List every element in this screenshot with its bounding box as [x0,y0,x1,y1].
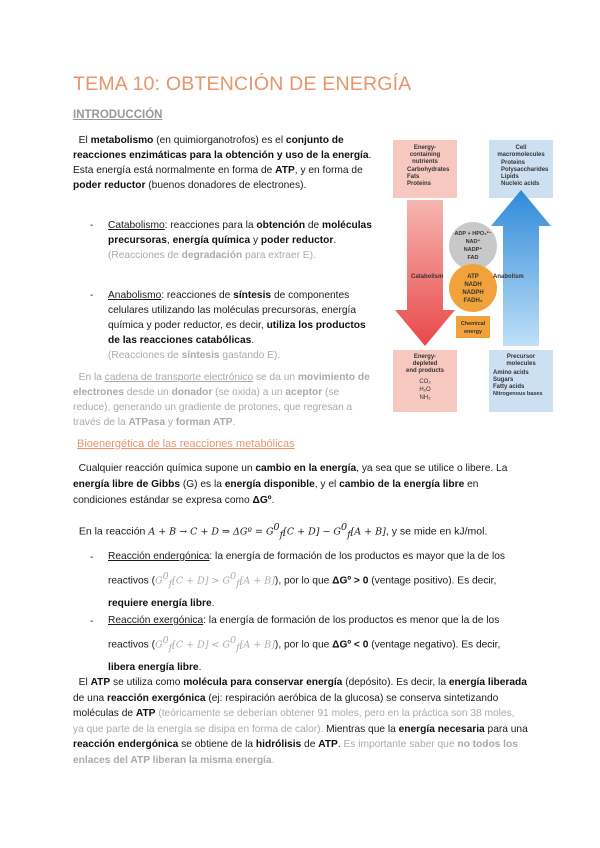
equation-gibbs: En la reacción A + B → C + D ⇒ ΔGº = $G^0_f[C + D] - G^0_f[A + B]$, y se mide en kJ/mol. [78,522,488,541]
paragraph-cadena-transporte: En la cadena de transporte electrónico se da un movimiento de electrones desde un donador (se oxida) a un aceptor (se reduce), generando un gradiente de protones, que regresan a través de la ATPasa y forman ATP. [73,372,370,428]
fig-text: Nitrogenous bases [493,391,543,397]
section-heading-introduccion: INTRODUCCIÓN [73,109,163,121]
fig-text: energy [463,329,483,335]
fig-text: Carbohydrates [407,167,450,173]
bullet-dash: - [90,616,94,627]
fig-text: Catabolism [411,274,444,280]
fig-text: NADP⁺ [463,247,483,253]
fig-text: Sugars [493,377,514,383]
paragraph-metabolismo: El metabolismo (en quimiorganotrofos) es el conjunto de reacciones enzimáticas para la obtención y uso de la energía. Esta energía está normalmente en forma de ATP, y en forma de poder reductor (buenos donadores de electrones). [73,135,372,191]
fig-text: Energy- [413,354,437,360]
fig-text: H₂O [419,387,431,393]
fig-text: molecules [506,361,536,367]
fig-text: Nucleic acids [501,181,540,187]
fig-text: NH₃ [419,395,431,401]
fig-text: Chemical [460,321,486,327]
section-heading-bioenergetica: Bioenergética de las reacciones metabólicas [77,438,295,450]
fig-text: CO₂ [419,379,431,385]
fig-text: FADH₂ [463,298,483,304]
fig-text: macromolecules [497,152,545,158]
fig-text: nutrients [412,159,438,165]
fig-text: Cell [515,145,527,151]
fig-text: Anabolism [493,274,524,280]
fig-text: depleted [412,361,438,367]
atp-circle [449,264,497,312]
fig-text: Lipids [501,174,519,180]
fig-text: FAD [467,255,479,261]
paragraph-gibbs: Cualquier reacción química supone un cambio en la energía, ya sea que se utilice o libere. La energía libre de Gibbs (G) es la energía disponible, y el cambio de la energía libre en condiciones estándar se expresa como ΔGº. [73,463,508,506]
bullet-dash: - [90,290,94,301]
list-item-exergonica: Reacción exergónica: la energía de formación de los productos es menor que la de los reactivos $(G^0_f[C + D] < G^0_f[A + B])$, por lo que ΔGº < 0 (ventage negativo). Es decir, libera energía libre. [108,615,501,674]
fig-text: Energy- [413,145,437,151]
catabolism-arrow [395,200,455,346]
fig-text: Proteins [501,160,526,166]
fig-text: Fats [407,174,420,180]
bullet-dash: - [90,552,94,563]
fig-text: containing [409,152,441,158]
fig-text: Precursor [506,354,536,360]
metabolism-diagram [393,140,553,412]
list-item-endergonica: Reacción endergónica: la energía de formación de los productos es mayor que la de los reactivos $(G^0_f[C + D] > G^0_f[A + B])$, por lo que ΔGº > 0 (ventage positivo). Es decir, requiere energía libre. [108,551,505,610]
list-item-anabolismo: Anabolismo: reacciones de síntesis de componentes celulares utilizando las moléculas precursoras, energía química y poder reductor, es decir, utiliza los productos de las reacciones catabólicas. (Reacciones de síntesis gastando E). [108,290,366,361]
list-item-catabolismo: Catabolismo: reacciones para la obtención de moléculas precursoras, energía química y poder reductor. (Reacciones de degradación para extraer E). [108,220,372,261]
fig-text: NADH [464,282,482,288]
fig-text: NADPH [462,290,484,296]
fig-text: Fatty acids [493,384,525,390]
paragraph-atp: El ATP se utiliza como molécula para conservar energía (depósito). Es decir, la energía liberada de una reacción exergónica (ej: respiración aeróbica de la glucosa) se conserva sintetizando moléculas de ATP (teóricamente se deberían obtener 91 moles, pero en la práctica son 38 moles, ya que parte de la energía se disipa en forma de calor). Mientras que la energía necesaria para una reacción endergónica se obtiene de la hidrólisis de ATP. Es importante saber que no todos los enlaces del ATP liberan la misma energía. [73,677,528,766]
fig-text: ADP + HPO₄²⁻ [454,231,492,237]
adp-circle [449,222,497,270]
fig-text: NAD⁺ [465,239,481,245]
anabolism-arrow [491,190,551,346]
fig-text: Polysaccharides [501,167,549,173]
fig-text: ATP [467,274,479,280]
fig-text: Proteins [407,181,432,187]
bullet-dash: - [90,220,94,231]
fig-text: Amino acids [493,370,529,376]
fig-text: end products [405,368,445,374]
page-title: TEMA 10: OBTENCIÓN DE ENERGÍA [73,73,412,95]
